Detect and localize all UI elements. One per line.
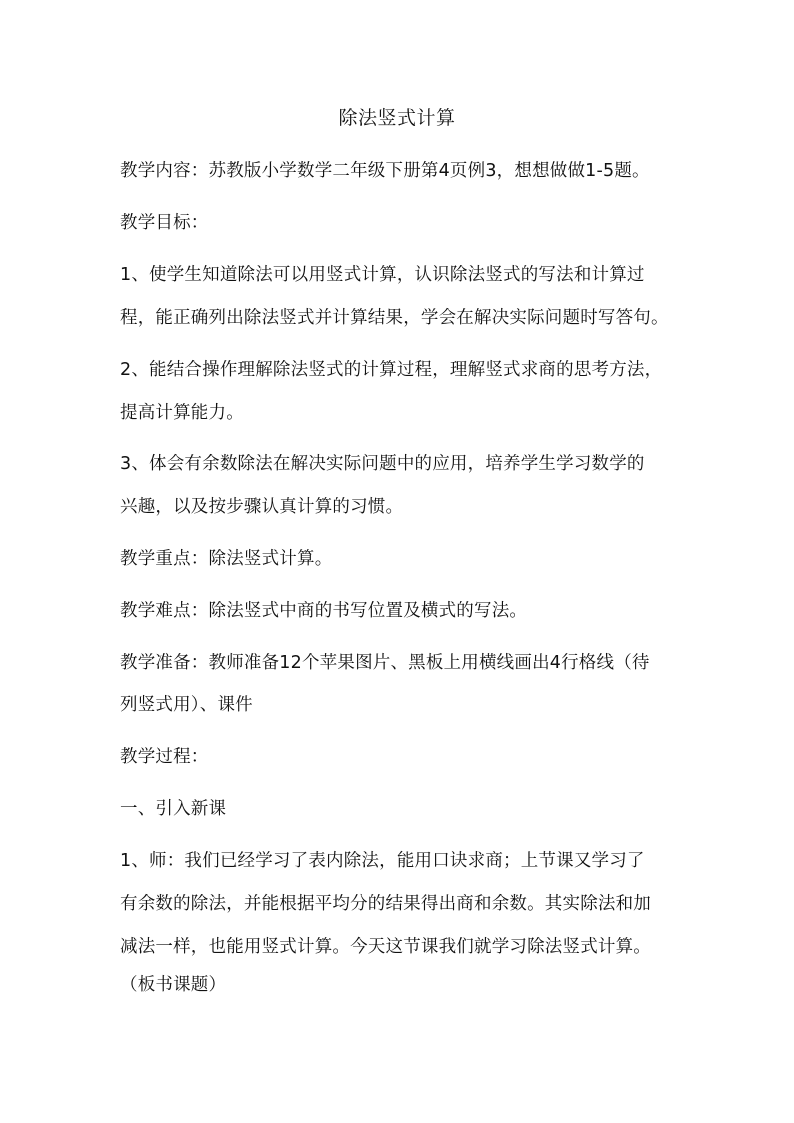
paragraph-line: 1、师：我们已经学习了表内除法，能用口诀求商；上节课又学习了 [120,851,645,871]
paragraph-line: 教学目标： [120,213,209,233]
paragraph-line: 教学内容：苏教版小学数学二年级下册第4页例3，想想做做1-5题。 [120,161,650,181]
document-title: 除法竖式计算 [338,107,456,129]
paragraph-line: 一、引入新课 [120,799,227,819]
paragraph-line: 教学准备：教师准备12个苹果图片、黑板上用横线画出4行格线（待 [120,653,650,673]
paragraph-line: 1、使学生知道除法可以用竖式计算，认识除法竖式的写法和计算过 [120,265,645,285]
paragraph-line: （板书课题） [120,975,227,995]
paragraph-line: 列竖式用）、课件 [120,695,253,715]
paragraph-line: 2、能结合操作理解除法竖式的计算过程，理解竖式求商的思考方法， [120,360,663,380]
paragraph-line: 3、体会有余数除法在解决实际问题中的应用，培养学生学习数学的 [120,454,645,474]
paragraph-line: 程，能正确列出除法竖式并计算结果，学会在解决实际问题时写答句。 [120,308,669,328]
paragraph-line: 兴趣，以及按步骤认真计算的习惯。 [120,497,404,517]
paragraph-line: 提高计算能力。 [120,403,244,423]
paragraph-line: 教学难点：除法竖式中商的书写位置及横式的写法。 [120,601,528,621]
paragraph-line: 减法一样，也能用竖式计算。今天这节课我们就学习除法竖式计算。 [120,937,651,957]
paragraph-line: 有余数的除法，并能根据平均分的结果得出商和余数。其实除法和加 [120,894,651,914]
paragraph-line: 教学过程： [120,747,209,767]
paragraph-line: 教学重点：除法竖式计算。 [120,549,333,569]
